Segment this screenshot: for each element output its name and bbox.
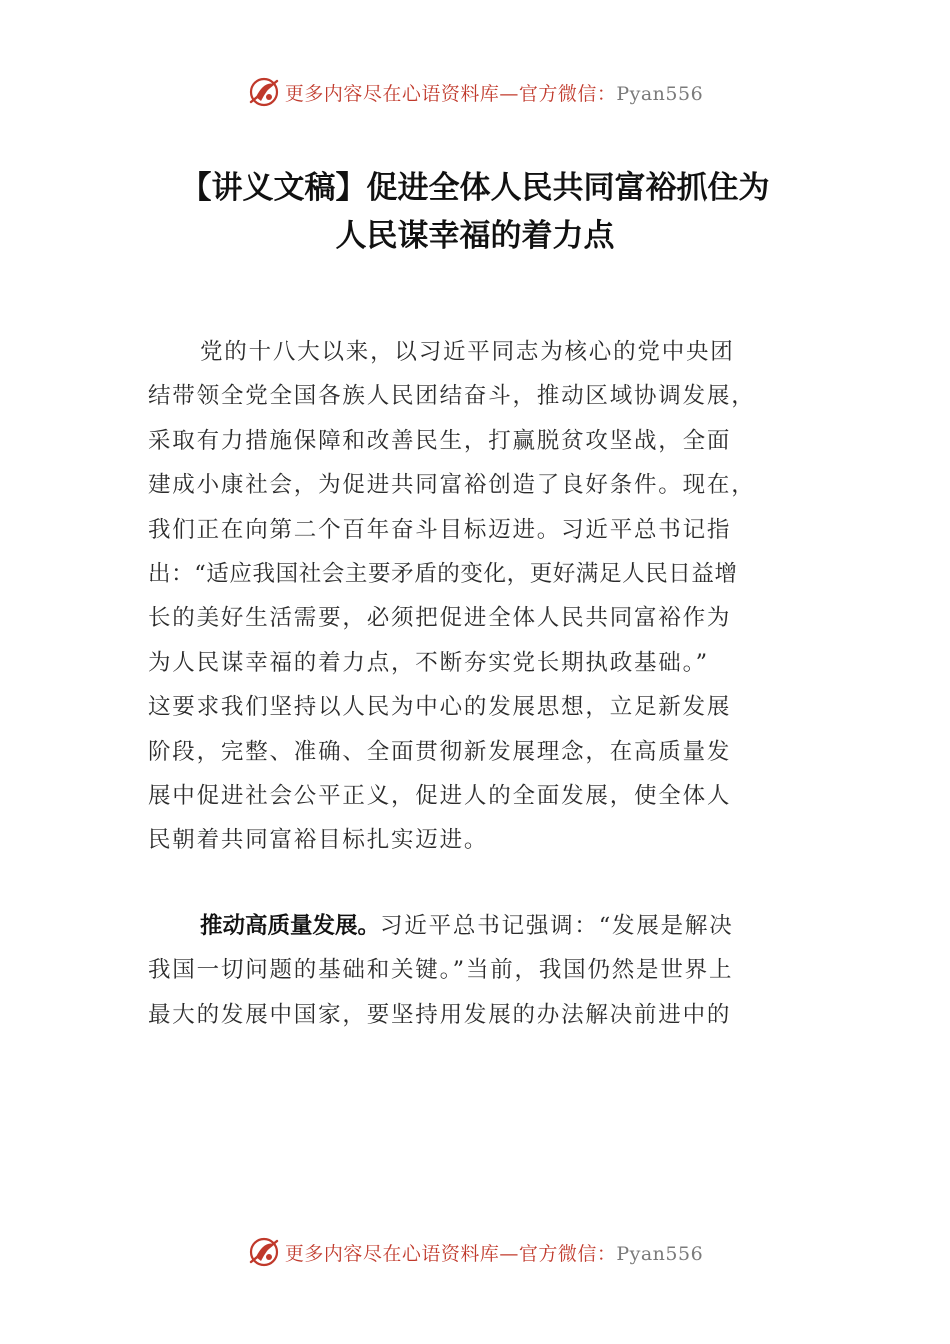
paragraph-line: 建成小康社会，为促进共同富裕创造了良好条件。现在， [148,472,756,499]
paragraph-line: 这要求我们坚持以人民为中心的发展思想，立足新发展 [148,694,732,721]
header-banner-text: 更多内容尽在心语资料库—官方微信：Pyan556 [284,82,704,105]
paragraph-line: 我们正在向第二个百年奋斗目标迈进。习近平总书记指 [148,516,732,543]
section-lead-heading: 推动高质量发展。 [200,913,381,939]
paragraph-line: 最大的发展中国家，要坚持用发展的办法解决前进中的 [148,1001,732,1028]
paragraph-1 [148,330,828,863]
brand-logo-icon [247,1235,281,1269]
wechat-id: Pyan556 [616,82,704,105]
footer-banner-text: 更多内容尽在心语资料库—官方微信：Pyan556 [284,1242,704,1265]
document-title [110,164,840,260]
paragraph-line: 采取有力措施保障和改善民生，打赢脱贫攻坚战，全面 [148,427,732,454]
paragraph-2 [148,904,828,1037]
paragraph-line: 出：“适应我国社会主要矛盾的变化，更好满足人民日益增 [148,561,738,588]
brand-logo-icon [247,75,281,109]
paragraph-line-rest: 习近平总书记强调：“发展是解决 [380,913,734,939]
title-line-1: 【讲义文稿】促进全体人民共同富裕抓住为 [180,170,770,206]
paragraph-line: 民朝着共同富裕目标扎实迈进。 [148,827,489,854]
paragraph-line: 为人民谋幸福的着力点，不断夯实党长期执政基础。” [148,649,709,676]
paragraph-line: 阶段，完整、准确、全面贯彻新发展理念，在高质量发 [148,738,732,765]
paragraph-line: 结带领全党全国各族人民团结奋斗，推动区域协调发展， [148,383,756,410]
paragraph-line: 长的美好生活需要，必须把促进全体人民共同富裕作为 [148,605,732,632]
paragraph-line [148,904,828,948]
paragraph-line: 我国一切问题的基础和关键。”当前，我国仍然是世界上 [148,957,734,984]
header-banner [0,72,950,112]
title-line-2: 人民谋幸福的着力点 [335,218,615,254]
wechat-id: Pyan556 [616,1242,704,1265]
paragraph-line: 党的十八大以来，以习近平同志为核心的党中央团 [200,339,735,365]
paragraph-line: 展中促进社会公平正义，促进人的全面发展，使全体人 [148,783,732,810]
footer-banner [0,1232,950,1272]
